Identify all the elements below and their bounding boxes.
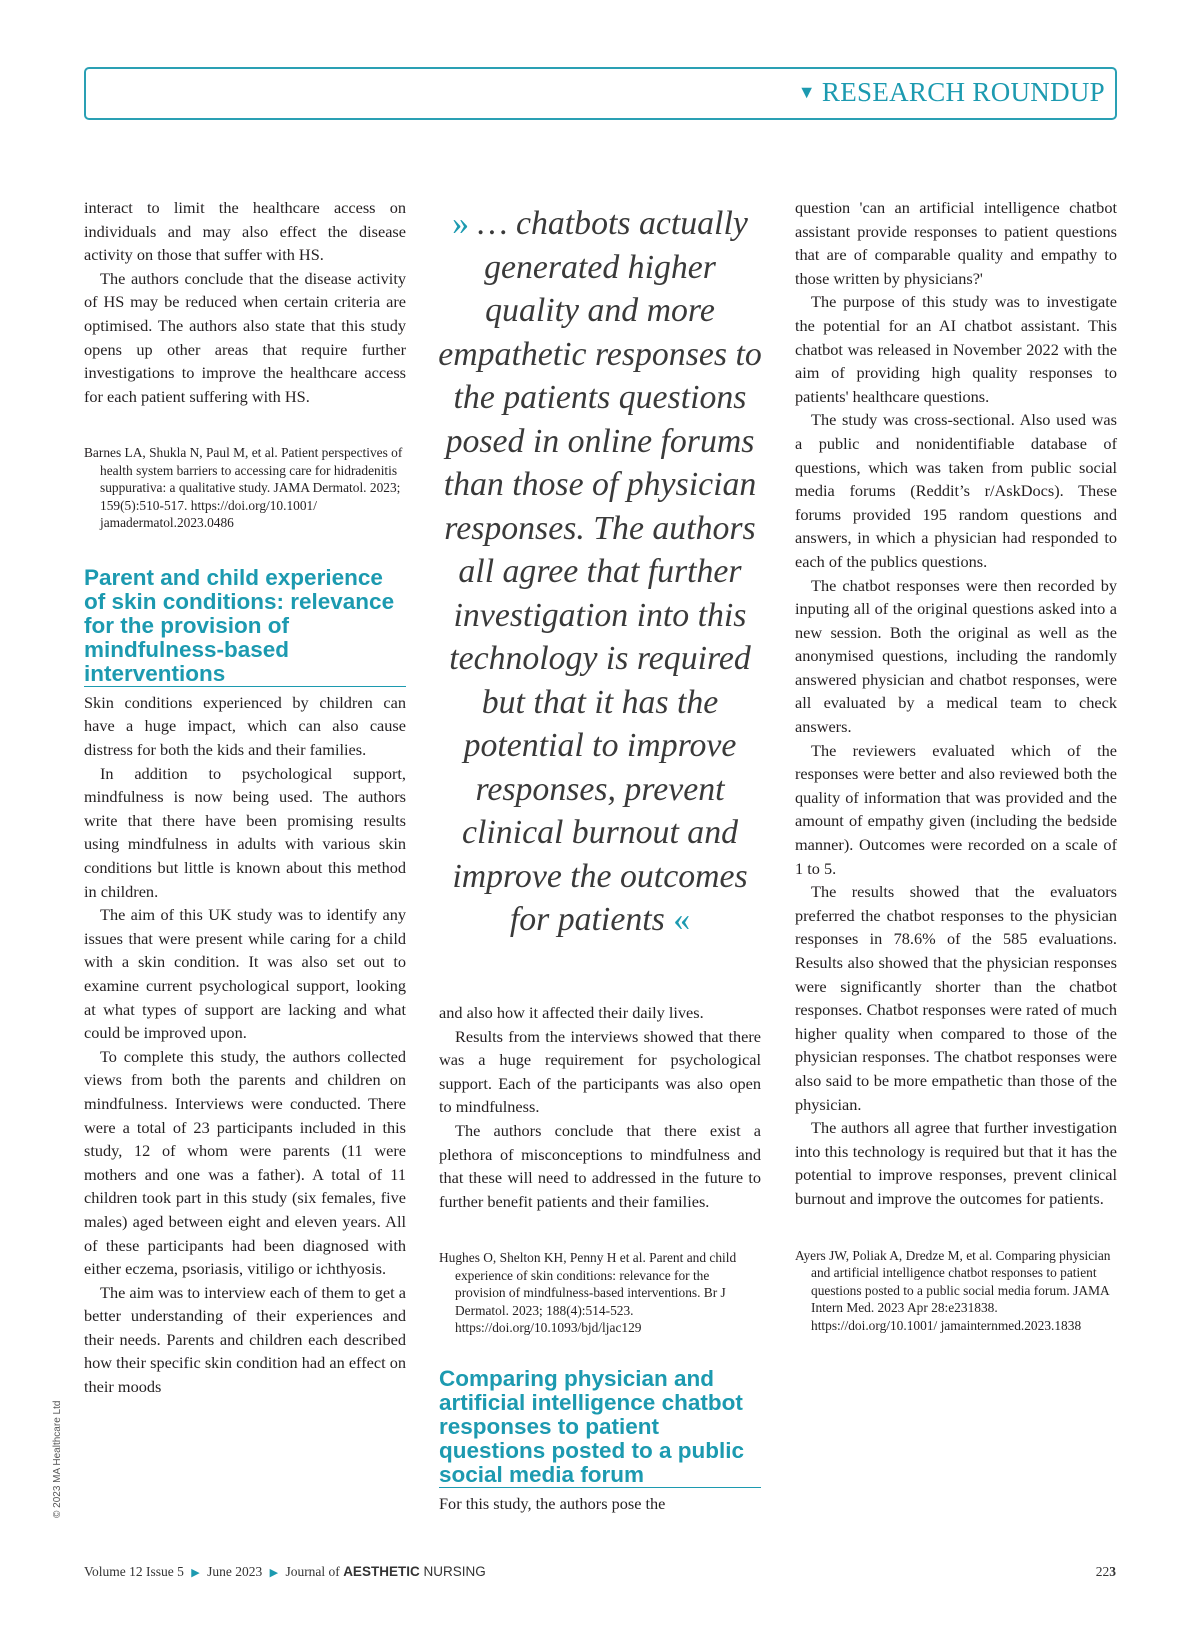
article-heading: Parent and child experience of skin conditions: relevance for the provision of mindfulness-based interventions	[84, 566, 406, 687]
paragraph: In addition to psychological support, mindfulness is now being used. The authors write that there have been promising results using mindfulness in adults with various skin conditions but little is known about this method in children.	[84, 763, 406, 901]
paragraph: question 'can an artificial intelligence chatbot assistant provide responses to patient questions that are of comparable quality and empathy to those written by physicians?'	[795, 198, 1117, 288]
paragraph: and also how it affected their daily lives.	[439, 1003, 704, 1022]
paragraph: The aim of this UK study was to identify any issues that were present while caring for a child with a skin condition. It was also set out to examine current psychological support, looking at what types of support are lacking and what could be improved upon.	[84, 905, 406, 1043]
left-column	[84, 196, 406, 1399]
paragraph: Skin conditions experienced by children can have a huge impact, which can also cause distress for both the kids and their families.	[84, 692, 406, 760]
middle-column	[439, 1001, 761, 1515]
paragraph: To complete this study, the authors collected views from both the parents and children on mindfulness. Interviews were conducted. There were a total of 23 participants included in this study, 12 of whom were parents (11 were mothers and one was a father). A total of 11 children took part in this study (six females, five males) aged between eight and eleven years. All of these participants had been diagnosed with either eczema, psoriasis, vitiligo or ichthyosis.	[84, 1046, 406, 1279]
triangle-down-icon: ▼	[797, 82, 816, 102]
section-label: ▼ RESEARCH ROUNDUP	[797, 77, 1105, 107]
triangle-right-icon: ▶	[191, 1567, 200, 1579]
page-number: 223	[1095, 1564, 1116, 1579]
quote-close-mark: «	[673, 901, 691, 938]
paragraph: The results showed that the evaluators preferred the chatbot responses to the physician responses in 78.6% of the 585 evaluations. Results also showed that the physician responses were significantly shorter than the chatbot responses. Chatbot responses were rated of much higher quality when compared to those of the physician responses. The chatbot responses were also said to be more empathetic than those of the physician.	[795, 882, 1117, 1114]
footer-journal-bold: AESTHETIC	[343, 1564, 420, 1579]
paragraph: The authors all agree that further investigation into this technology is required but that it has the potential to improve responses, prevent clinical burnout and improve the outcomes for patients.	[795, 1118, 1117, 1208]
reference: Ayers JW, Poliak A, Dredze M, et al. Comparing physician and artificial intelligence chatbot responses to patient questions posted to a public social media forum. JAMA Intern Med. 2023 Apr 28:e231838. https://doi.org/10.1001/ jamainternmed.2023.1838	[795, 1247, 1111, 1333]
reference: Barnes LA, Shukla N, Paul M, et al. Patient perspectives of health system barriers to accessing care for hidradenitis suppurativa: a qualitative study. JAMA Dermatol. 2023; 159(5):510-517. https://doi.org/10.1001/ jamadermatol.2023.0486	[84, 445, 403, 531]
footer-volume: Volume 12 Issue 5	[84, 1564, 184, 1579]
pull-quote	[437, 202, 763, 942]
right-column	[795, 196, 1117, 1334]
paragraph: The purpose of this study was to investigate the potential for an AI chatbot assistant. This chatbot was released in November 2022 with the aim of providing high quality responses to patients' healthcare questions.	[795, 292, 1117, 406]
footer-journal-prefix: Journal of	[285, 1564, 344, 1579]
quote-open-mark: »	[452, 205, 470, 242]
paragraph: Results from the interviews showed that there was a huge requirement for psychological support. Each of the participants was also open to mindfulness.	[439, 1026, 761, 1117]
paragraph: The reviewers evaluated which of the responses were better and also reviewed both the quality of information that was provided and the amount of empathy given (including the bedside manner). Outcomes were recorded on a scale of 1 to 5.	[795, 740, 1117, 878]
page-footer	[84, 1564, 486, 1580]
paragraph: For this study, the authors pose the	[439, 1493, 666, 1513]
copyright-notice: © 2023 MA Healthcare Ltd	[52, 1400, 63, 1518]
paragraph: interact to limit the healthcare access on individuals and may also effect the disease activity on those that suffer with HS.	[84, 198, 406, 265]
paragraph: The authors conclude that there exist a plethora of misconceptions to mindfulness and that these will need to addressed in the future to further benefit patients and their families.	[439, 1120, 761, 1211]
footer-journal-suffix: NURSING	[419, 1564, 486, 1579]
reference: Hughes O, Shelton KH, Penny H et al. Parent and child experience of skin conditions: relevance for the provision of mindfulness-based interventions. Br J Dermatol. 2023; 188(4):514-523. https://doi.org/10.1093/bjd/ljac129	[439, 1250, 737, 1336]
section-header	[84, 67, 1117, 120]
article-heading: Comparing physician and artificial intelligence chatbot responses to patient questions posted to a public social media forum	[439, 1367, 761, 1488]
paragraph: The authors conclude that the disease activity of HS may be reduced when certain criteria are optimised. The authors also state that this study opens up other areas that require further investigations to improve the healthcare access for each patient suffering with HS.	[84, 268, 406, 406]
pull-quote-text: … chatbots actually generated higher quality and more empathetic responses to the patients questions posed in online forums than those of physician responses. The authors all agree that further investigation into this technology is required but that it has the potential to improve responses, prevent clinical burnout and improve the outcomes for patients	[438, 205, 762, 938]
triangle-right-icon: ▶	[269, 1567, 279, 1579]
footer-date: June 2023	[207, 1564, 263, 1579]
paragraph: The chatbot responses were then recorded by inputing all of the original questions asked into a new session. Both the original as well as the anonymised questions, including the randomly answered physician and chatbot responses, were all evaluated by a medical team to check answers.	[795, 575, 1117, 737]
paragraph: The study was cross-sectional. Also used was a public and nonidentifiable database of questions, which was taken from public social media forums (Reddit’s r/AskDocs). These forums provided 195 random questions and answers, in which a physician had responded to each of the publics questions.	[795, 410, 1117, 571]
paragraph: The aim was to interview each of them to get a better understanding of their experiences and their needs. Parents and children each described how their specific skin condition had an effect on their moods	[84, 1282, 406, 1397]
